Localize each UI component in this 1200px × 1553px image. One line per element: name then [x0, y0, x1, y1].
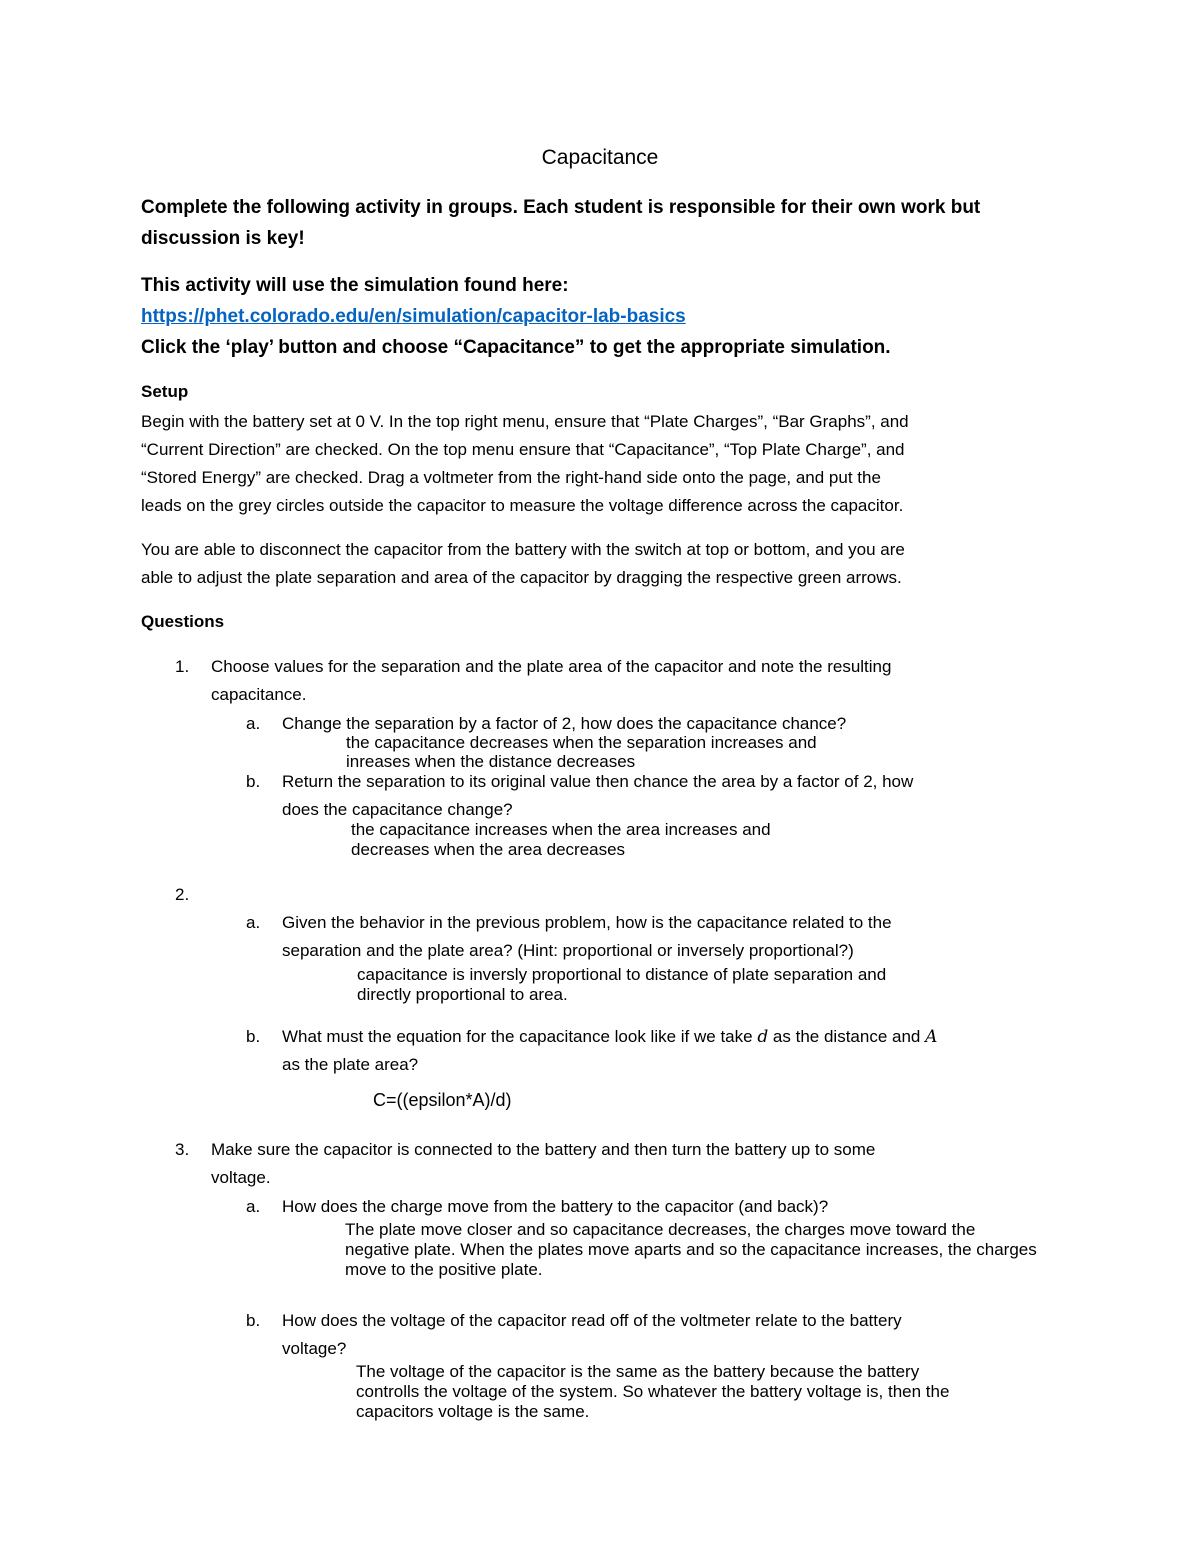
subquestion-text: Given the behavior in the previous problem, how is the capacitance related to the	[282, 913, 892, 932]
subquestion-label: a.	[246, 1197, 261, 1216]
answer-line: controlls the voltage of the system. So whatever the battery voltage is, then the	[356, 1382, 950, 1401]
setup-line: “Current Direction” are checked. On the top menu ensure that “Capacitance”, “Top Plate Charge”, and	[141, 440, 905, 459]
variable-d: d	[757, 1027, 769, 1047]
subquestion-text: Change the separation by a factor of 2, how does the capacitance chance?	[282, 714, 847, 733]
setup-heading: Setup	[141, 382, 189, 401]
answer-line: move to the positive plate.	[345, 1260, 543, 1279]
setup-line: You are able to disconnect the capacitor from the battery with the switch at top or bottom, and you are	[141, 540, 905, 559]
subquestion-label: b.	[246, 772, 261, 791]
question-text: capacitance.	[211, 685, 307, 704]
subquestion-text: voltage?	[282, 1339, 347, 1358]
answer-line: negative plate. When the plates move aparts and so the capacitance increases, the charges	[345, 1240, 1037, 1259]
subquestion-text: separation and the plate area? (Hint: proportional or inversely proportional?)	[282, 941, 854, 960]
setup-line: Begin with the battery set at 0 V. In the top right menu, ensure that “Plate Charges”, “Bar Graphs”, and	[141, 412, 909, 431]
page-title: Capacitance	[541, 146, 659, 169]
setup-line: able to adjust the plate separation and area of the capacitor by dragging the respective green arrows.	[141, 568, 902, 587]
subquestion-text: as the plate area?	[282, 1055, 419, 1074]
answer-line: the capacitance decreases when the separation increases and	[346, 733, 817, 752]
subquestion-label: a.	[246, 714, 261, 733]
setup-line: leads on the grey circles outside the capacitor to measure the voltage difference across the capacitor.	[141, 496, 904, 515]
subquestion-text: How does the voltage of the capacitor read off of the voltmeter relate to the battery	[282, 1311, 902, 1330]
intro-line-1: Complete the following activity in groups. Each student is responsible for their own work but	[141, 197, 981, 218]
variable-a: A	[925, 1027, 938, 1047]
question-text: Make sure the capacitor is connected to the battery and then turn the battery up to some	[211, 1140, 876, 1159]
setup-line: “Stored Energy” are checked. Drag a voltmeter from the right-hand side onto the page, and put the	[141, 468, 881, 487]
simulation-intro: This activity will use the simulation found here:	[141, 275, 569, 296]
question-number: 1.	[175, 657, 190, 676]
answer-line: The voltage of the capacitor is the same as the battery because the battery	[356, 1362, 920, 1381]
equation-question-part: What must the equation for the capacitance look like if we take	[282, 1027, 758, 1046]
answer-line: capacitors voltage is the same.	[356, 1402, 590, 1421]
question-number: 2.	[175, 885, 190, 904]
subquestion-text: does the capacitance change?	[282, 800, 513, 819]
question-text: voltage.	[211, 1168, 271, 1187]
equation-question-part: as the distance and	[768, 1027, 926, 1046]
subquestion-label: a.	[246, 913, 261, 932]
answer-line: decreases when the area decreases	[351, 840, 626, 859]
answer-equation: C=((epsilon*A)/d)	[373, 1090, 512, 1110]
answer-line: capacitance is inversly proportional to distance of plate separation and	[357, 965, 887, 984]
subquestion-text: How does the charge move from the battery to the capacitor (and back)?	[282, 1197, 829, 1216]
question-number: 3.	[175, 1140, 190, 1159]
simulation-link[interactable]: https://phet.colorado.edu/en/simulation/capacitor-lab-basics	[141, 306, 686, 327]
answer-line: The plate move closer and so capacitance decreases, the charges move toward the	[345, 1220, 976, 1239]
intro-line-2: discussion is key!	[141, 228, 305, 249]
answer-line: directly proportional to area.	[357, 985, 568, 1004]
subquestion-text: Return the separation to its original value then chance the area by a factor of 2, how	[282, 772, 914, 791]
answer-line: inreases when the distance decreases	[346, 752, 636, 771]
subquestion-text	[282, 1027, 937, 1047]
questions-heading: Questions	[141, 612, 225, 631]
answer-line: the capacitance increases when the area increases and	[351, 820, 771, 839]
question-text: Choose values for the separation and the plate area of the capacitor and note the resulting	[211, 657, 892, 676]
play-instruction: Click the ‘play’ button and choose “Capacitance” to get the appropriate simulation.	[141, 337, 891, 358]
subquestion-label: b.	[246, 1027, 261, 1046]
subquestion-label: b.	[246, 1311, 261, 1330]
